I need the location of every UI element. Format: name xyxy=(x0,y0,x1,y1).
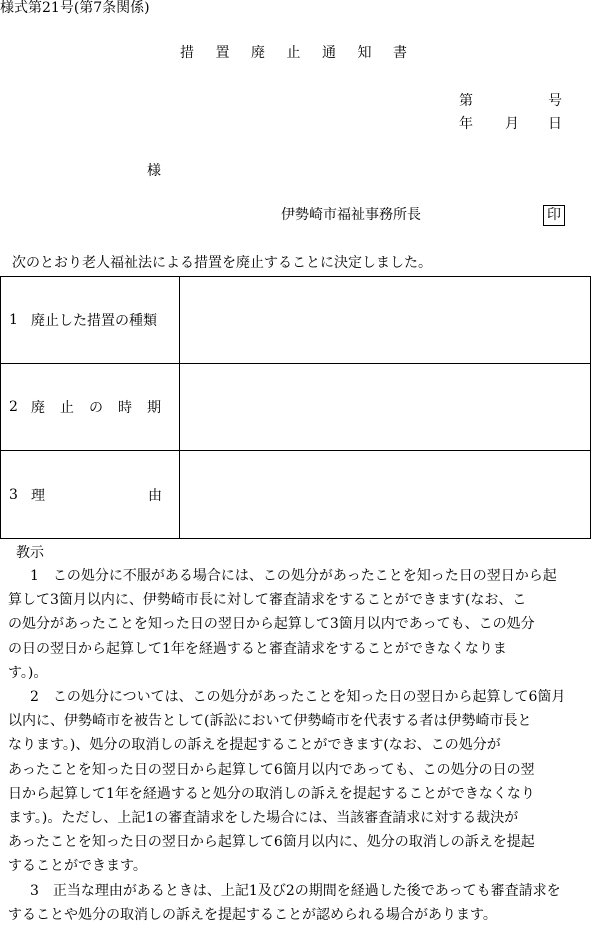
row-label-cell xyxy=(1,277,180,364)
notice-line: の処分があったことを知った日の翌日から起算して3箇月以内であっても、この処分 xyxy=(8,616,535,633)
date-day: 日 xyxy=(548,116,562,132)
seal-mark: 印 xyxy=(543,205,565,226)
row-label-last: 由 xyxy=(148,487,162,504)
issuer-name: 伊勢崎市福祉事務所長 xyxy=(281,207,421,223)
number-suffix: 号 xyxy=(548,93,562,109)
notice-line: 算して3箇月以内に、伊勢崎市長に対して審査請求をすることができます(なお、こ xyxy=(8,592,527,609)
number-prefix: 第 xyxy=(459,93,473,109)
notice-heading: 教示 xyxy=(16,545,44,561)
notice-body xyxy=(8,564,591,927)
notice-paragraph xyxy=(8,879,591,927)
notice-line: することができます。 xyxy=(8,858,147,875)
notice-line: あったことを知った日の翌日から起算して6箇月以内であっても、この処分の日の翌 xyxy=(8,761,535,778)
table-row xyxy=(1,277,591,364)
notice-line: す。)。 xyxy=(8,664,48,681)
row-number: 2 xyxy=(9,399,18,415)
notice-line: の日の翌日から起算して1年を経過すると審査請求をすることができなくなりま xyxy=(8,640,507,657)
row-label: 廃止した措置の種類 xyxy=(31,313,157,329)
row-value-cell xyxy=(180,364,591,451)
notice-line: ます。)。ただし、上記1の審査請求をした場合には、当該審査請求に対する裁決が xyxy=(8,810,519,827)
row-label: 廃止の時期 xyxy=(31,400,176,416)
row-label-cell xyxy=(1,451,180,539)
notice-line: 日から起算して1年を経過すると処分の取消しの訴えを提起することができなくなり xyxy=(8,785,535,802)
addressee-honorific: 様 xyxy=(147,163,161,179)
form-number: 様式第21号(第7条関係) xyxy=(0,0,150,16)
row-value-cell xyxy=(180,451,591,539)
notice-paragraph xyxy=(8,564,591,685)
table-row xyxy=(1,451,591,539)
notice-line: することや処分の取消しの訴えを提起することが認められる場合があります。 xyxy=(8,906,497,923)
row-value-cell xyxy=(180,277,591,364)
notice-line: 1 この処分に不服がある場合には、この処分があったことを知った日の翌日から起 xyxy=(30,568,557,584)
document-title: 措置廃止通知書 xyxy=(180,45,429,61)
notice-paragraph xyxy=(8,685,591,879)
row-label-first: 理 xyxy=(31,487,45,504)
notice-line: あったことを知った日の翌日から起算して6箇月以内に、処分の取消しの訴えを提起 xyxy=(8,834,535,851)
date-month: 月 xyxy=(505,116,519,132)
intro-text: 次のとおり老人福祉法による措置を廃止することに決定しました。 xyxy=(12,255,432,271)
date-year: 年 xyxy=(459,116,473,132)
notice-line: 以内に、伊勢崎市を被告として(訴訟において伊勢崎市を代表する者は伊勢崎市長と xyxy=(8,713,532,730)
notice-line: 3 正当な理由があるときは、上記1及び2の期間を経過した後であっても審査請求を xyxy=(30,882,561,899)
row-number: 1 xyxy=(9,312,18,328)
measure-table xyxy=(0,276,591,539)
notice-line: なります。)、処分の取消しの訴えを提起することができます(なお、この処分が xyxy=(8,737,501,754)
table-row xyxy=(1,364,591,451)
notice-line: 2 この処分については、この処分があったことを知った日の翌日から起算して6箇月 xyxy=(30,689,566,706)
row-number: 3 xyxy=(9,486,18,503)
row-label-cell xyxy=(1,364,180,451)
